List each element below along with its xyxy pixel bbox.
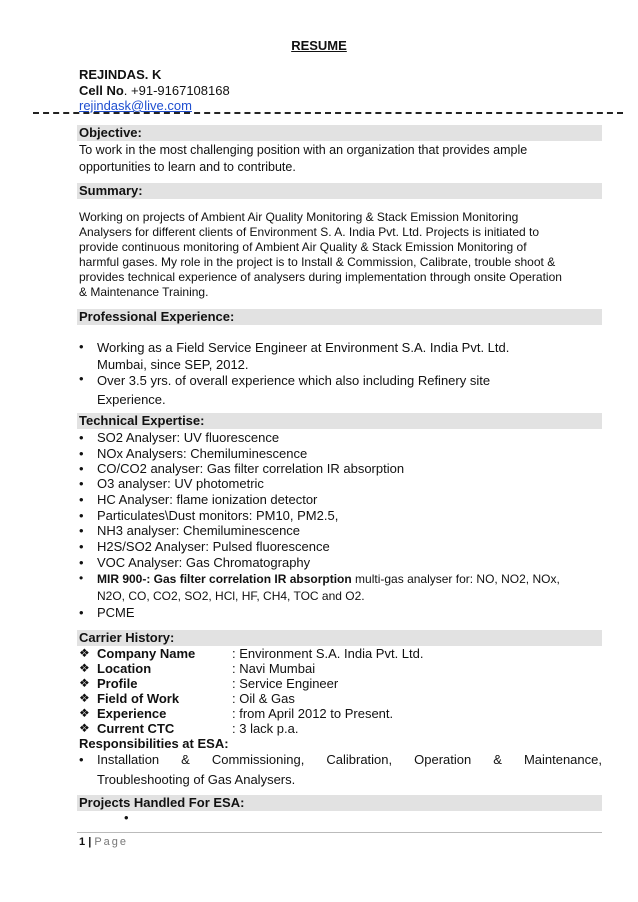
bullet-icon: • (79, 752, 84, 767)
bullet-icon: • (79, 508, 84, 523)
professional-line: Over 3.5 yrs. of overall experience which also including Refinery site (97, 373, 491, 388)
footer-separator: | (88, 836, 92, 848)
summary-header: Summary: (77, 183, 602, 199)
bullet-icon: • (79, 339, 84, 354)
resume-page: RESUME REJINDAS. K Cell No. +91-9167108168 rejindask@live.com Objective: To work in the most challenging position with an organization that provides ample opportunities to learn and to contribute. Summary: Working on projects of Ambient Air Quality Monitoring & Stack Emission Monitoring Analysers for different clients of Environment S. A. India Pvt. Ltd. Projects is initiated to provide continuous monitoring of Ambient Air Quality & Stack Emission Monitoring of harmful gases. My role in the project is to Install & Commission, Calibrate, trouble shoot & provides technical experience of analysers during implementation through onsite Operation & Maintenance Training. Professional Experience: • Working as a Field Service Engineer at Environment S.A. India Pvt. Ltd. Mumbai, since SEP, 2012. • Over 3.5 yrs. of overall experience which also including Refinery site Experience. Technical Expertise: • SO2 Analyser: UV fluorescence • NOx Analysers: Chemiluminescence • CO/CO2 analyser: Gas filter correlation IR absorption • O3 analyser: UV photometric • HC Analyser: flame ionization detector • Particulates\Dust monitors: PM10, PM2.5, • NH3 analyser: Chemiluminescence • H2S/SO2 Analyser: Pulsed fluorescence • VOC Analyser: Gas Chromatography • MIR 900-: Gas filter correlation IR absorption multi-gas analyser for: NO, NO2, NOx, N2O, CO, CO2, SO2, HCl, HF, CH4, TOC and O2. • PCME Carrier History: ❖ Company Name : Environment S.A. India Pvt. Ltd. ❖ Location : Navi Mumbai ❖ Profile : Service Engineer ❖ Field of Work : Oil & Gas ❖ Experience : from April 2012 to Present. ❖ Current CTC : 3 lack p.a. Responsibilities at ESA: • Installation & Commissioning, Calibration, Operation & Maintenance, Troubleshooting of Gas Analysers. Projects Handled For ESA: • 1 | Page (0, 0, 638, 902)
summary-line: & Maintenance Training. (79, 285, 209, 299)
page-label: Page (94, 836, 129, 848)
summary-text (79, 210, 604, 300)
cell-number (79, 83, 230, 98)
mir-line: N2O, CO, CO2, SO2, HCl, HF, CH4, TOC and O2. (97, 589, 365, 603)
dashed-divider (33, 112, 623, 114)
cell-label: Cell No (79, 83, 124, 98)
bullet-icon: • (79, 461, 84, 476)
projects-header: Projects Handled For ESA: (77, 795, 602, 811)
bullet-icon: • (79, 371, 84, 386)
summary-line: provide continuous monitoring of Ambient Air Quality & Stack Emission Monitoring of (79, 240, 527, 254)
cell-value: . +91-9167108168 (123, 83, 230, 98)
email-link[interactable]: rejindask@live.com (79, 98, 192, 113)
footer-divider (77, 832, 602, 833)
bullet-icon: • (79, 430, 84, 445)
summary-line: provides technical experience of analysers during implementation through onsite Operation (79, 270, 562, 284)
diamond-bullet-icon: ❖ (79, 721, 90, 735)
mir-bold: MIR 900-: Gas filter correlation IR absorption (97, 572, 352, 586)
bullet-icon: • (79, 446, 84, 461)
mir-line (97, 571, 560, 588)
diamond-bullet-icon: ❖ (79, 706, 90, 720)
responsibility-line: Troubleshooting of Gas Analysers. (97, 772, 296, 787)
summary-line: Working on projects of Ambient Air Quality Monitoring & Stack Emission Monitoring (79, 210, 519, 224)
responsibility-line: Installation & Commissioning, Calibration, Operation & Maintenance, (97, 752, 602, 767)
professional-header: Professional Experience: (77, 309, 602, 325)
bullet-icon: • (124, 810, 129, 825)
professional-line: Experience. (97, 392, 166, 407)
resume-title: RESUME (291, 38, 347, 53)
diamond-bullet-icon: ❖ (79, 661, 90, 675)
objective-line: To work in the most challenging position with an organization that provides ample (79, 143, 528, 157)
objective-line: opportunities to learn and to contribute. (79, 160, 296, 174)
responsibilities-header: Responsibilities at ESA: (79, 736, 229, 751)
bullet-icon: • (79, 539, 84, 554)
bullet-icon: • (79, 523, 84, 538)
bullet-icon: • (79, 571, 84, 585)
professional-line: Working as a Field Service Engineer at Environment S.A. India Pvt. Ltd. (97, 340, 510, 355)
mir-rest: multi-gas analyser for: NO, NO2, NOx, (351, 572, 560, 586)
diamond-bullet-icon: ❖ (79, 646, 90, 660)
bullet-icon: • (79, 555, 84, 570)
professional-line: Mumbai, since SEP, 2012. (97, 357, 249, 372)
summary-line: Analysers for different clients of Environment S. A. India Pvt. Ltd. Projects is initiated to (79, 225, 540, 239)
objective-text (79, 142, 604, 176)
objective-header: Objective: (77, 125, 602, 141)
carrier-header: Carrier History: (77, 630, 602, 646)
candidate-name: REJINDAS. K (79, 67, 162, 82)
bullet-icon: • (79, 492, 84, 507)
page-number: 1 (79, 836, 86, 848)
page-footer (79, 836, 128, 848)
bullet-icon: • (79, 605, 84, 620)
diamond-bullet-icon: ❖ (79, 676, 90, 690)
technical-header: Technical Expertise: (77, 413, 602, 429)
summary-line: harmful gases. My role in the project is to Install & Commission, Calibrate, trouble shoot & (79, 255, 556, 269)
diamond-bullet-icon: ❖ (79, 691, 90, 705)
bullet-icon: • (79, 476, 84, 491)
